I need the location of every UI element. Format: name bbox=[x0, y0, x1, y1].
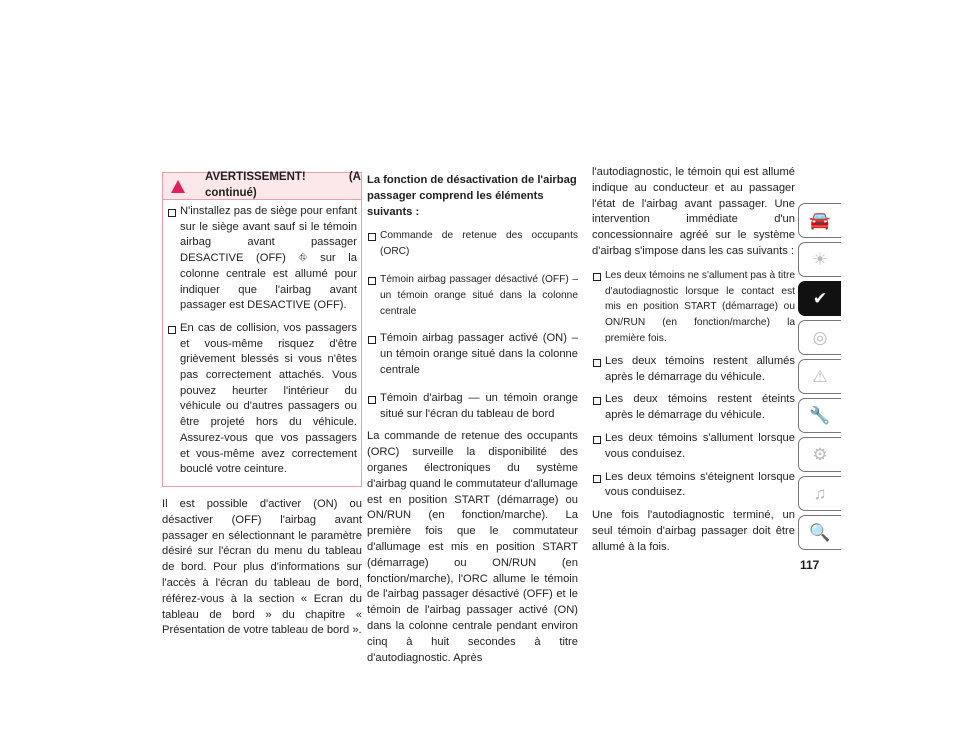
list-item: Les deux témoins s'allument lorsque vous conduisez. bbox=[592, 431, 795, 463]
multimedia-tab[interactable] bbox=[798, 476, 841, 511]
middle-column bbox=[367, 173, 578, 674]
list-item: Témoin d'airbag — un témoin orange situé sur l'écran du tableau de bord bbox=[367, 391, 578, 423]
emergency-tab[interactable] bbox=[798, 359, 841, 394]
multimedia-icon: ♫ bbox=[813, 483, 827, 503]
warning-light-icon: ☀ bbox=[812, 249, 828, 269]
search-icon: 🔍 bbox=[809, 522, 831, 542]
left-paragraph: Il est possible d'activer (ON) ou désactiver (OFF) l'airbag avant passager en sélectionnant le paramètre désiré sur l'écran du menu du tableau de bord. Pour plus d'informations sur l'accès à l'écran du tableau de bord, référez-vous à la section « Ecran du tableau de bord » du chapitre « Présentation de votre tableau de bord ». bbox=[162, 497, 362, 637]
warning-triangle-icon bbox=[171, 180, 185, 193]
car-info-icon: 🚘 bbox=[809, 210, 831, 230]
chapter-tabs bbox=[798, 203, 841, 554]
list-item: Les deux témoins restent allumés après le démarrage du véhicule. bbox=[592, 354, 795, 386]
section-heading: La fonction de désactivation de l'airbag passager comprend les éléments suivants : bbox=[367, 174, 577, 218]
list-item: Commande de retenue des occupants (ORC) bbox=[367, 228, 578, 260]
specs-tab[interactable] bbox=[798, 437, 841, 472]
car-info-tab[interactable] bbox=[798, 203, 841, 238]
warning-title: AVERTISSEMENT! (A continué) bbox=[205, 171, 361, 199]
steering-wheel-tab[interactable] bbox=[798, 320, 841, 355]
emergency-icon: ⚠ bbox=[812, 366, 828, 386]
list-item: Témoin airbag passager désactivé (OFF) – un témoin orange situé dans la colonne centrale bbox=[367, 272, 578, 319]
specs-icon: ⚙ bbox=[812, 444, 828, 464]
list-item: Témoin airbag passager activé (ON) – un témoin orange situé dans la colonne centrale bbox=[367, 331, 578, 378]
warning-header bbox=[163, 173, 361, 200]
steering-wheel-icon: ◎ bbox=[812, 327, 828, 347]
left-column bbox=[162, 172, 362, 647]
list-item: Les deux témoins restent éteints après le démarrage du véhicule. bbox=[592, 392, 795, 424]
safety-seat-tab[interactable] bbox=[798, 281, 841, 316]
right-paragraph: l'autodiagnostic, le témoin qui est allumé indique au conducteur et au passager l'état de l'airbag avant passager. Une intervention immédiate d'un concessionnaire agréé sur le système d'airbag s'impose dans les cas suivants : bbox=[592, 166, 795, 257]
warning-item: En cas de collision, vos passagers et vous-même risquez d'être grièvement blessés si vous n'êtes pas correctement attachés. Vous pouvez heurter l'intérieur du véhicule ou d'autres passagers ou être projeté hors du véhicule. Assurez-vous que vos passagers et vous-même avez correctement bouclé votre ceinture. bbox=[167, 321, 357, 478]
safety-seat-icon: ✔ bbox=[812, 288, 828, 308]
warning-item: N'installez pas de siège pour enfant sur le siège avant sauf si le témoin airbag avant passager DESACTIVE (OFF) ⛗ sur la colonne centrale est allumé pour indiquer que l'airbag avant passager est DESACTIVE (OFF). bbox=[167, 204, 357, 314]
middle-paragraph: La commande de retenue des occupants (ORC) surveille la disponibilité des organes électroniques du système d'airbag quand le commutateur d'allumage est en position START (démarrage) ou ON/RUN (en fonction/marche). La première fois que le commutateur d'allumage est mis en position START (démarrage) ou ON/RUN (en fonction/marche), l'ORC allume le témoin de l'airbag passager désactivé (OFF) et le témoin de l'airbag passager activé (ON) dans la colonne centrale pendant environ cinq à huit secondes à titre d'autodiagnostic. Après bbox=[367, 430, 578, 664]
warning-box bbox=[162, 172, 362, 487]
right-column bbox=[592, 165, 795, 564]
service-tab[interactable] bbox=[798, 398, 841, 433]
final-paragraph: Une fois l'autodiagnostic terminé, un seul témoin d'airbag passager doit être allumé à la fois. bbox=[592, 509, 795, 553]
page-number: 117 bbox=[800, 558, 820, 572]
list-item: Les deux témoins ne s'allument pas à titre d'autodiagnostic lorsque le contact est mis en position START (démarrage) ou ON/RUN (en fonction/marche) la première fois. bbox=[592, 268, 795, 347]
list-item: Les deux témoins s'éteignent lorsque vous conduisez. bbox=[592, 470, 795, 502]
service-icon: 🔧 bbox=[809, 405, 831, 425]
search-tab[interactable] bbox=[798, 515, 841, 550]
warning-light-tab[interactable] bbox=[798, 242, 841, 277]
